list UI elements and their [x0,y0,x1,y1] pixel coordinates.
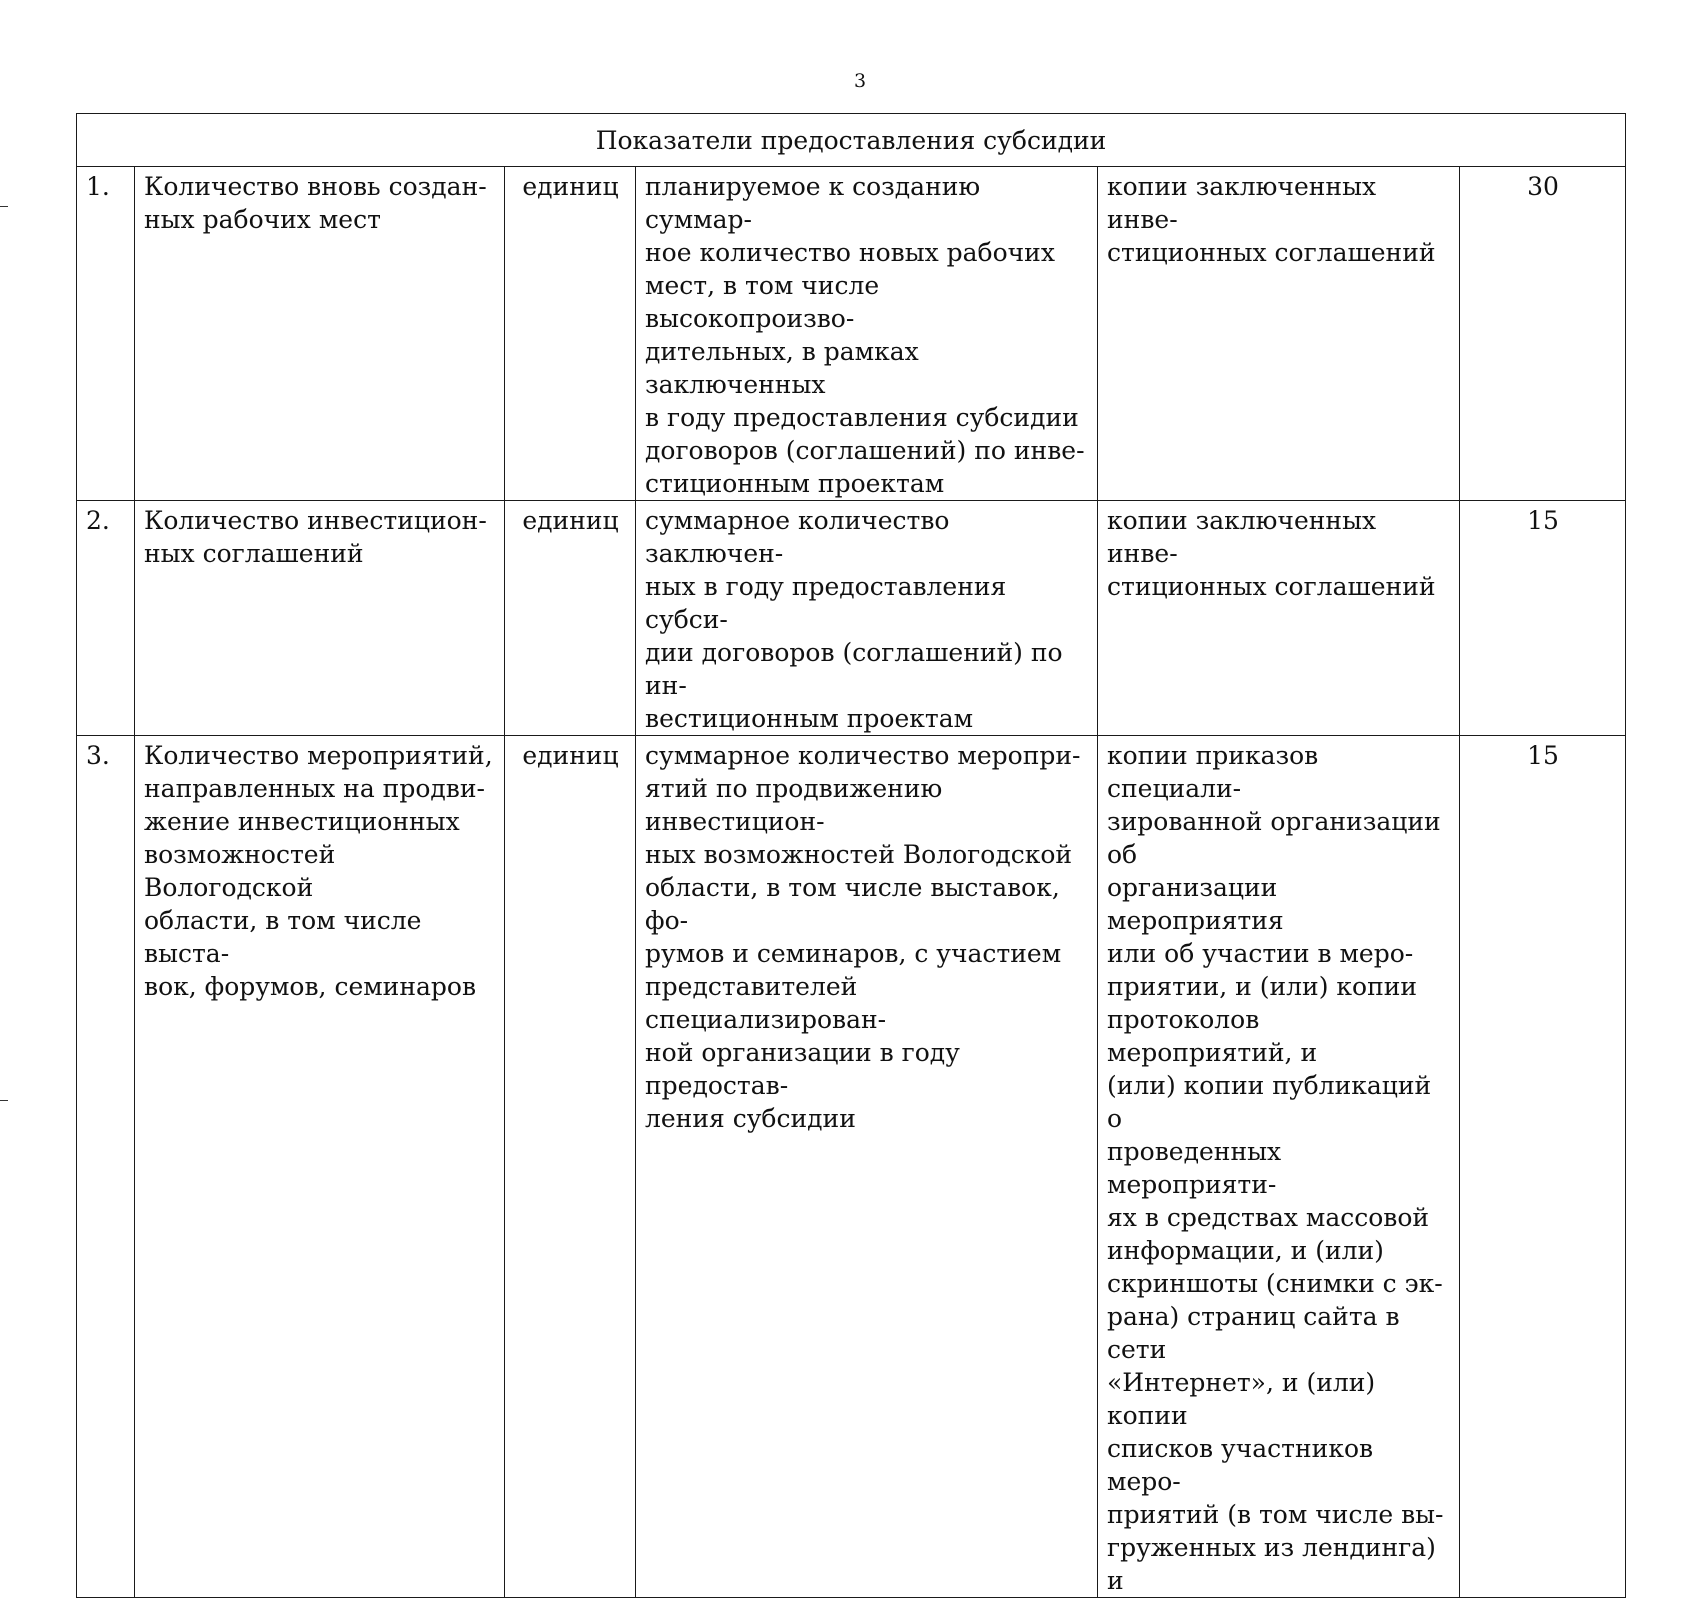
indicator-description: планируемое к созданию суммар- ное количество новых рабочих мест, в том числе высокопроизво- дительных, в рамках заключенных в году предоставления субсидии договоров (соглашений) по инве- стиционным проектам [636,167,1098,501]
supporting-documents: копии заключенных инве- стиционных соглашений [1098,501,1460,736]
supporting-documents: копии заключенных инве- стиционных соглашений [1098,167,1460,501]
indicators-table [76,113,1626,1598]
table-row [77,501,1626,736]
indicator-description: суммарное количество меропри- ятий по продвижению инвестицион- ных возможностей Вологодской области, в том числе выставок, фо- румов и семинаров, с участием представителей специализирован- ной организации в году предостав- ления субсидии [636,736,1098,1598]
margin-mark-top [0,206,8,207]
unit-of-measure: единиц [505,736,636,1598]
section-title: Показатели предоставления субсидии [77,114,1626,167]
indicator-name: Количество инвестицион- ных соглашений [135,501,505,736]
indicator-value: 30 [1460,167,1626,501]
indicator-value: 15 [1460,736,1626,1598]
section-header-row [77,114,1626,167]
margin-mark-bottom [0,1100,8,1101]
indicator-value: 15 [1460,501,1626,736]
table-row [77,736,1626,1598]
unit-of-measure: единиц [505,167,636,501]
unit-of-measure: единиц [505,501,636,736]
row-number: 2. [77,501,135,736]
table-row [77,167,1626,501]
indicator-description: суммарное количество заключен- ных в году предоставления субси- дии договоров (соглашений) по ин- вестиционным проектам [636,501,1098,736]
indicator-name: Количество мероприятий, направленных на продви- жение инвестиционных возможностей Вологодской области, в том числе выста- вок, форумов, семинаров [135,736,505,1598]
row-number: 1. [77,167,135,501]
page-number: 3 [853,70,867,92]
indicator-name: Количество вновь создан- ных рабочих мест [135,167,505,501]
row-number: 3. [77,736,135,1598]
supporting-documents: копии приказов специали- зированной организации об организации мероприятия или об участии в меро- приятии, и (или) копии протоколов мероприятий, и (или) копии публикаций о проведенных мероприяти- ях в средствах массовой информации, и (или) скриншоты (снимки с эк- рана) страниц сайта в сети «Интернет», и (или) копии списков участников меро- приятий (в том числе вы- груженных из лендинга) и [1098,736,1460,1598]
